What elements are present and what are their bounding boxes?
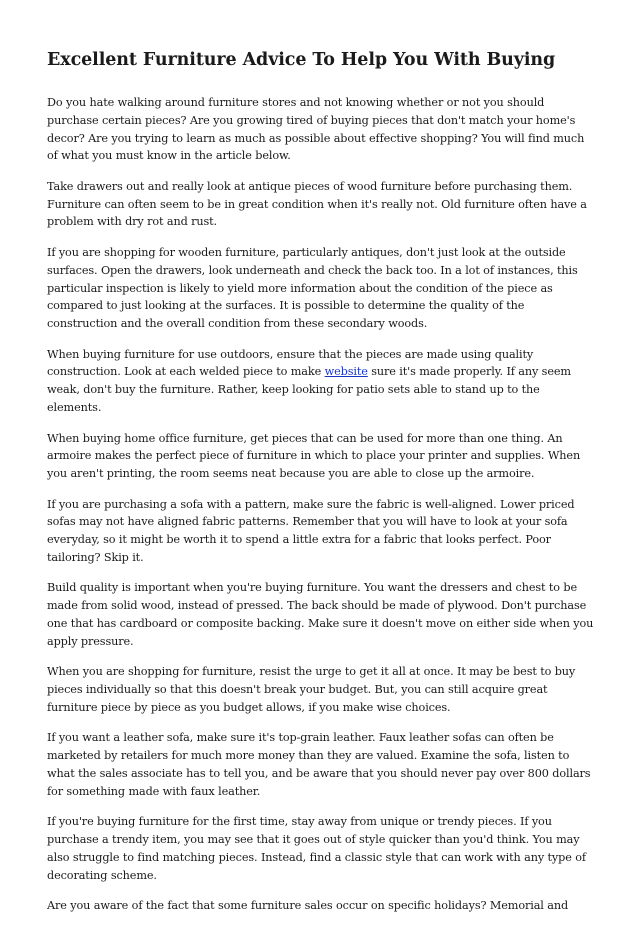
paragraph-5: When buying home office furniture, get pieces that can be used for more than one thing. An armoire makes the perfect piece of furniture in which to place your printer and supplies. When you aren't printing, the room seems neat because you are able to close up the armoire. — [47, 431, 581, 481]
paragraph-6: If you are purchasing a sofa with a pattern, make sure the fabric is well-aligned. Lower priced sofas may not have aligned fabric patterns. Remember that you will have to look at your sofa everyday, so it might be worth it to spend a little extra for a fabric that looks perfect. Poor tailoring? Skip it. — [47, 497, 575, 564]
paragraph-4 — [47, 346, 595, 417]
document-title: Excellent Furniture Advice To Help You With Buying — [47, 50, 556, 70]
paragraph-4-text-after: sure it's made properly. If any seem weak, don't buy the furniture. Rather, keep looking for patio sets able to stand up to the elements. — [47, 365, 571, 415]
document-page — [47, 48, 595, 928]
paragraph-11: Are you aware of the fact that some furniture sales occur on specific holidays? Memorial and — [47, 899, 569, 913]
paragraph-10: If you're buying furniture for the first time, stay away from unique or trendy pieces. If you purchase a trendy item, you may see that it goes out of style quicker than you'd think. You may also struggle to find matching pieces. Instead, find a classic style that can work with any type of decorating scheme. — [47, 815, 586, 882]
paragraph-3: If you are shopping for wooden furniture, particularly antiques, don't just look at the outside surfaces. Open the drawers, look underneath and check the back too. In a lot of instances, this particular inspection is likely to yield more information about the condition of the piece as compared to just looking at the surfaces. It is possible to determine the quality of the construction and the overall condition from these secondary woods. — [47, 245, 578, 331]
paragraph-2: Take drawers out and really look at antique pieces of wood furniture before purchasing them. Furniture can often seem to be in great condition when it's really not. Old furniture often have a problem with dry rot and rust. — [47, 179, 587, 229]
paragraph-1: Do you hate walking around furniture stores and not knowing whether or not you should purchase certain pieces? Are you growing tired of buying pieces that don't match your home's decor? Are you trying to learn as much as possible about effective shopping? You will find much of what you must know in the article below. — [47, 96, 585, 163]
website-link[interactable]: website — [324, 365, 368, 379]
paragraph-4-text-before: When buying furniture for use outdoors, ensure that the pieces are made using quality construction. Look at each welded piece to make — [47, 347, 534, 379]
paragraph-8: When you are shopping for furniture, resist the urge to get it all at once. It may be best to buy pieces individually so that this doesn't break your budget. But, you can still acquire great furniture piece by piece as you budget allows, if you make wise choices. — [47, 665, 576, 714]
paragraph-7: Build quality is important when you're buying furniture. You want the dressers and chest to be made from solid wood, instead of pressed. The back should be made of plywood. Don't purchase one that has cardboard or composite backing. Make sure it doesn't move on either side when you apply pressure. — [47, 581, 594, 648]
paragraph-9: If you want a leather sofa, make sure it's top-grain leather. Faux leather sofas can often be marketed by retailers for much more money than they are valued. Examine the sofa, listen to what the sales associate has to tell you, and be aware that you should never pay over 800 dollars for something made with faux leather. — [47, 731, 591, 798]
